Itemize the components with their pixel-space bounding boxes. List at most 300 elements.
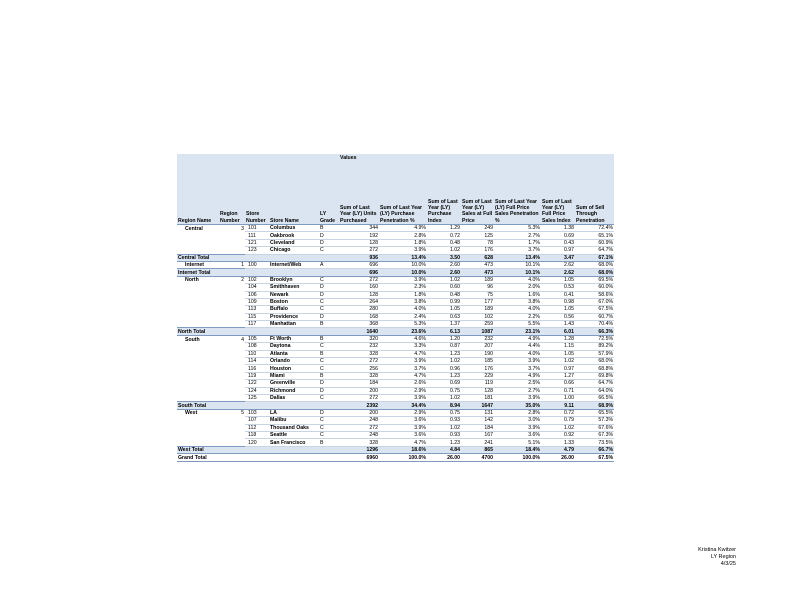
table-row: [177, 439, 614, 446]
region-number-cell: [219, 417, 245, 424]
ly-grade-cell: D: [319, 387, 339, 394]
ly-grade-cell: C: [319, 394, 339, 401]
units-purchased-cell: 128: [339, 239, 379, 246]
full-price-sales-penetration-cell: 3.7%: [494, 365, 541, 372]
region-name-cell: [177, 431, 219, 438]
ly-grade-cell: C: [319, 424, 339, 431]
sales-full-price-cell: 142: [461, 417, 494, 424]
sell-through-cell: 68.0%: [575, 261, 614, 268]
region-name-cell: [177, 439, 219, 446]
store-number-cell: 104: [245, 284, 269, 291]
table-row: [177, 365, 614, 372]
table-row: [177, 424, 614, 431]
region-number-cell: [219, 321, 245, 328]
store-number-cell: 115: [245, 313, 269, 320]
full-price-sales-index-cell: 0.53: [541, 284, 575, 291]
purchase-penetration-cell: 2.6%: [379, 380, 427, 387]
store-name-cell[interactable]: Richmond: [269, 387, 319, 394]
purchase-penetration-cell: 1.8%: [379, 291, 427, 298]
full-price-sales-index-cell: 1.27: [541, 372, 575, 379]
sell-through-cell: 65.1%: [575, 232, 614, 239]
region-name-cell: [177, 291, 219, 298]
units-purchased-cell: 256: [339, 365, 379, 372]
table-row: [177, 284, 614, 291]
purchase-penetration-cell: 3.9%: [379, 394, 427, 401]
store-name-cell[interactable]: Seattle: [269, 431, 319, 438]
sales-full-price-cell: 125: [461, 232, 494, 239]
full-price-sales-index-cell: 0.69: [541, 232, 575, 239]
purchase-penetration-total: 18.6%: [379, 446, 427, 453]
store-name-cell[interactable]: Cleveland: [269, 239, 319, 246]
full-price-sales-penetration-cell: 1.6%: [494, 291, 541, 298]
store-name-cell[interactable]: Boston: [269, 298, 319, 305]
purchase-penetration-cell: 2.9%: [379, 409, 427, 416]
store-number-cell: 122: [245, 380, 269, 387]
region-total-label[interactable]: West Total: [177, 446, 339, 453]
purchase-index-cell: 1.23: [427, 372, 461, 379]
ly-grade-cell: C: [319, 417, 339, 424]
store-name-cell[interactable]: Chicago: [269, 247, 319, 254]
table-row: [177, 394, 614, 401]
full-price-sales-penetration-cell: 1.7%: [494, 239, 541, 246]
sales-full-price-cell: 190: [461, 350, 494, 357]
full-price-sales-penetration-cell: 10.1%: [494, 261, 541, 268]
units-purchased-grand-total: 6960: [339, 454, 379, 462]
sell-through-cell: 69.8%: [575, 372, 614, 379]
ly-grade-cell: C: [319, 365, 339, 372]
units-purchased-cell: 280: [339, 306, 379, 313]
purchase-index-cell: 0.93: [427, 431, 461, 438]
store-name-cell[interactable]: Malibu: [269, 417, 319, 424]
full-price-sales-penetration-cell: 3.0%: [494, 417, 541, 424]
sales-full-price-cell: 241: [461, 439, 494, 446]
full-price-sales-index-cell: 1.05: [541, 276, 575, 283]
sell-through-cell: 68.8%: [575, 365, 614, 372]
units-purchased-cell: 200: [339, 409, 379, 416]
table-row: [177, 343, 614, 350]
sales-full-price-cell: 232: [461, 335, 494, 342]
col-store-name[interactable]: Store Name: [269, 164, 319, 225]
full-price-sales-index-cell: 0.43: [541, 239, 575, 246]
purchase-index-cell: 1.29: [427, 225, 461, 232]
ly-grade-cell: C: [319, 343, 339, 350]
sales-full-price-cell: 229: [461, 372, 494, 379]
col-ly-grade[interactable]: LY Grade: [319, 164, 339, 225]
table-row: [177, 380, 614, 387]
full-price-sales-penetration-cell: 2.8%: [494, 409, 541, 416]
ly-grade-cell: B: [319, 439, 339, 446]
purchase-penetration-total: 10.0%: [379, 269, 427, 276]
col-purchase-penetration[interactable]: Sum of Last Year (LY) Purchase Penetration %: [379, 164, 427, 225]
sales-full-price-cell: 184: [461, 424, 494, 431]
sell-through-cell: 57.3%: [575, 417, 614, 424]
region-total-row: [177, 402, 614, 409]
store-name-cell[interactable]: Smithhaven: [269, 284, 319, 291]
full-price-sales-penetration-cell: 4.0%: [494, 350, 541, 357]
full-price-sales-penetration-cell: 3.9%: [494, 394, 541, 401]
table-row: [177, 431, 614, 438]
sell-through-cell: 64.7%: [575, 380, 614, 387]
ly-grade-cell: C: [319, 358, 339, 365]
purchase-penetration-cell: 4.7%: [379, 439, 427, 446]
region-number-cell: 3: [241, 225, 244, 232]
units-purchased-cell: 264: [339, 298, 379, 305]
purchase-index-cell: 1.23: [427, 350, 461, 357]
full-price-sales-penetration-cell: 5.1%: [494, 439, 541, 446]
full-price-sales-penetration-cell: 5.5%: [494, 321, 541, 328]
purchase-index-total: 4.84: [427, 446, 461, 453]
units-purchased-cell: 168: [339, 313, 379, 320]
units-purchased-total: 1640: [339, 328, 379, 335]
purchase-penetration-cell: 3.3%: [379, 343, 427, 350]
store-number-cell: 123: [245, 247, 269, 254]
region-number-cell: [219, 380, 245, 387]
sell-through-total: 68.0%: [575, 269, 614, 276]
purchase-index-cell: 0.63: [427, 313, 461, 320]
purchase-index-cell: 0.87: [427, 343, 461, 350]
region-name-cell: [177, 306, 219, 313]
store-number-cell: 118: [245, 431, 269, 438]
sales-full-price-cell: 189: [461, 306, 494, 313]
units-purchased-total: 1296: [339, 446, 379, 453]
purchase-index-grand-total: 26.00: [427, 454, 461, 462]
region-name-cell[interactable]: Internet: [185, 262, 205, 269]
store-name-cell[interactable]: Thousand Oaks: [269, 424, 319, 431]
full-price-sales-index-cell: 1.00: [541, 394, 575, 401]
store-number-cell: 106: [245, 291, 269, 298]
grand-total-label[interactable]: Grand Total: [177, 454, 339, 462]
full-price-sales-index-cell: 1.02: [541, 358, 575, 365]
table-row: [177, 232, 614, 239]
sell-through-total: 68.9%: [575, 402, 614, 409]
purchase-index-cell: 0.72: [427, 232, 461, 239]
full-price-sales-index-total: 6.01: [541, 328, 575, 335]
sales-full-price-cell: 131: [461, 409, 494, 416]
purchase-penetration-cell: 5.3%: [379, 321, 427, 328]
table-row: [177, 239, 614, 246]
region-number-cell: [219, 247, 245, 254]
region-name-cell: [177, 417, 219, 424]
full-price-sales-penetration-cell: 4.9%: [494, 372, 541, 379]
full-price-sales-penetration-cell: 4.4%: [494, 343, 541, 350]
units-purchased-cell: 272: [339, 358, 379, 365]
purchase-index-cell: 1.37: [427, 321, 461, 328]
store-number-cell: 120: [245, 439, 269, 446]
ly-grade-cell: D: [319, 380, 339, 387]
store-name-cell[interactable]: Newark: [269, 291, 319, 298]
footer-author: Kristina Kwitzer: [698, 547, 736, 553]
table-row: [177, 261, 614, 268]
full-price-sales-penetration-total: 10.1%: [494, 269, 541, 276]
region-name-cell: [177, 424, 219, 431]
sell-through-cell: 70.4%: [575, 321, 614, 328]
store-number-cell: 101: [245, 225, 269, 232]
ly-grade-cell: D: [319, 291, 339, 298]
values-label[interactable]: Values: [339, 154, 614, 164]
table-row: [177, 358, 614, 365]
region-total-row: [177, 269, 614, 276]
store-name-cell[interactable]: Ft Worth: [269, 335, 319, 342]
col-purchase-index[interactable]: Sum of Last Year (LY) Purchase Index: [427, 164, 461, 225]
full-price-sales-penetration-cell: 2.7%: [494, 232, 541, 239]
region-number-cell: 4: [241, 336, 244, 343]
full-price-sales-penetration-grand-total: 100.0%: [494, 454, 541, 462]
sell-through-cell: 89.2%: [575, 343, 614, 350]
region-number-cell: [219, 343, 245, 350]
sales-full-price-cell: 185: [461, 358, 494, 365]
store-name-cell[interactable]: Atlanta: [269, 350, 319, 357]
purchase-penetration-total: 13.4%: [379, 254, 427, 261]
table-row: [177, 313, 614, 320]
purchase-penetration-cell: 1.8%: [379, 239, 427, 246]
sales-full-price-total: 628: [461, 254, 494, 261]
purchase-penetration-cell: 3.8%: [379, 298, 427, 305]
full-price-sales-index-cell: 0.56: [541, 313, 575, 320]
table-row: [177, 298, 614, 305]
units-purchased-cell: 160: [339, 284, 379, 291]
sell-through-grand-total: 67.5%: [575, 454, 614, 462]
units-purchased-cell: 272: [339, 424, 379, 431]
full-price-sales-index-total: 4.79: [541, 446, 575, 453]
full-price-sales-penetration-total: 18.4%: [494, 446, 541, 453]
full-price-sales-penetration-total: 23.1%: [494, 328, 541, 335]
purchase-penetration-cell: 4.7%: [379, 350, 427, 357]
purchase-index-cell: 1.02: [427, 247, 461, 254]
region-number-cell: [219, 232, 245, 239]
units-purchased-cell: 328: [339, 350, 379, 357]
purchase-index-cell: 1.02: [427, 424, 461, 431]
full-price-sales-index-cell: 1.05: [541, 350, 575, 357]
region-number-cell: [219, 350, 245, 357]
full-price-sales-index-cell: 1.38: [541, 225, 575, 232]
ly-grade-cell: C: [319, 306, 339, 313]
region-number-cell: [219, 439, 245, 446]
full-price-sales-penetration-total: 13.4%: [494, 254, 541, 261]
sell-through-cell: 58.6%: [575, 291, 614, 298]
sales-full-price-total: 1647: [461, 402, 494, 409]
purchase-penetration-cell: 10.0%: [379, 261, 427, 268]
full-price-sales-penetration-cell: 4.0%: [494, 276, 541, 283]
col-sales-full-price[interactable]: Sum of Last Year (LY) Sales at Full Price: [461, 164, 494, 225]
store-name-cell[interactable]: Brooklyn: [269, 276, 319, 283]
purchase-penetration-cell: 3.9%: [379, 247, 427, 254]
store-number-cell: 124: [245, 387, 269, 394]
purchase-penetration-total: 23.6%: [379, 328, 427, 335]
purchase-penetration-cell: 3.6%: [379, 431, 427, 438]
store-name-cell[interactable]: Manhattan: [269, 321, 319, 328]
sales-full-price-cell: 249: [461, 225, 494, 232]
region-number-cell: [219, 291, 245, 298]
full-price-sales-penetration-cell: 4.0%: [494, 306, 541, 313]
units-purchased-cell: 368: [339, 321, 379, 328]
full-price-sales-index-cell: 0.71: [541, 387, 575, 394]
store-number-cell: 105: [245, 335, 269, 342]
store-number-cell: 110: [245, 350, 269, 357]
region-name-cell: [177, 298, 219, 305]
region-number-cell: [219, 424, 245, 431]
purchase-index-cell: 0.60: [427, 284, 461, 291]
sell-through-cell: 60.0%: [575, 284, 614, 291]
region-total-row: [177, 446, 614, 453]
region-total-label[interactable]: Central Total: [177, 254, 339, 261]
units-purchased-cell: 328: [339, 372, 379, 379]
store-name-cell[interactable]: LA: [269, 409, 319, 416]
purchase-index-cell: 0.75: [427, 409, 461, 416]
purchase-index-total: 3.50: [427, 254, 461, 261]
purchase-penetration-cell: 3.9%: [379, 276, 427, 283]
region-name-cell[interactable]: Central: [185, 225, 203, 232]
region-name-cell: [177, 394, 219, 401]
store-name-cell[interactable]: Internet/Web: [269, 261, 319, 268]
full-price-sales-index-cell: 0.72: [541, 409, 575, 416]
full-price-sales-penetration-cell: 3.6%: [494, 431, 541, 438]
store-name-cell[interactable]: Dallas: [269, 394, 319, 401]
full-price-sales-index-cell: 0.92: [541, 431, 575, 438]
sell-through-cell: 73.5%: [575, 439, 614, 446]
purchase-penetration-cell: 2.8%: [379, 232, 427, 239]
col-sell-through[interactable]: Sum of Sell Through Penetration: [575, 164, 614, 225]
store-name-cell[interactable]: San Francisco: [269, 439, 319, 446]
table-row: [177, 225, 614, 232]
pivot-body: [177, 225, 614, 462]
sell-through-cell: 68.0%: [575, 358, 614, 365]
units-purchased-cell: 192: [339, 232, 379, 239]
sales-full-price-cell: 473: [461, 261, 494, 268]
full-price-sales-index-cell: 1.15: [541, 343, 575, 350]
units-purchased-cell: 320: [339, 335, 379, 342]
units-purchased-total: 2392: [339, 402, 379, 409]
region-number-cell: [219, 239, 245, 246]
purchase-index-cell: 0.75: [427, 387, 461, 394]
sales-full-price-cell: 177: [461, 298, 494, 305]
sell-through-cell: 69.5%: [575, 276, 614, 283]
units-purchased-cell: 272: [339, 247, 379, 254]
store-name-cell[interactable]: Orlando: [269, 358, 319, 365]
purchase-penetration-cell: 4.6%: [379, 335, 427, 342]
store-name-cell[interactable]: Greenville: [269, 380, 319, 387]
table-row: [177, 372, 614, 379]
purchase-penetration-cell: 3.6%: [379, 417, 427, 424]
ly-grade-cell: B: [319, 350, 339, 357]
store-name-cell[interactable]: Oakbrook: [269, 232, 319, 239]
sell-through-cell: 72.5%: [575, 335, 614, 342]
store-number-cell: 119: [245, 372, 269, 379]
sell-through-cell: 64.7%: [575, 247, 614, 254]
footer-report-name: LY Region: [710, 554, 736, 560]
region-name-cell[interactable]: South: [185, 336, 200, 343]
purchase-penetration-cell: 3.7%: [379, 365, 427, 372]
purchase-index-cell: 1.05: [427, 306, 461, 313]
purchase-index-cell: 0.99: [427, 298, 461, 305]
region-name-cell: [177, 321, 219, 328]
sell-through-cell: 72.4%: [575, 225, 614, 232]
ly-grade-cell: C: [319, 247, 339, 254]
col-full-price-sales-index[interactable]: Sum of Last Year (LY) Full Price Sales Index: [541, 164, 575, 225]
region-number-cell: [219, 372, 245, 379]
sales-full-price-total: 1087: [461, 328, 494, 335]
sell-through-cell: 64.0%: [575, 387, 614, 394]
sell-through-cell: 60.7%: [575, 313, 614, 320]
table-row: [177, 335, 614, 342]
sales-full-price-cell: 78: [461, 239, 494, 246]
full-price-sales-index-grand-total: 26.00: [541, 454, 575, 462]
store-name-cell[interactable]: Providence: [269, 313, 319, 320]
full-price-sales-penetration-total: 35.0%: [494, 402, 541, 409]
ly-grade-cell: B: [319, 372, 339, 379]
table-row: [177, 247, 614, 254]
ly-grade-cell: C: [319, 298, 339, 305]
store-number-cell: 111: [245, 232, 269, 239]
region-name-cell[interactable]: West: [185, 410, 198, 417]
values-header-row: [177, 154, 614, 164]
page-footer: [698, 547, 736, 568]
region-total-label[interactable]: North Total: [177, 328, 339, 335]
ly-grade-cell: D: [319, 232, 339, 239]
full-price-sales-index-total: 2.62: [541, 269, 575, 276]
table-row: [177, 291, 614, 298]
purchase-index-total: 8.94: [427, 402, 461, 409]
sales-full-price-cell: 259: [461, 321, 494, 328]
pivot-table: [177, 154, 614, 462]
region-name-cell: [177, 247, 219, 254]
store-number-cell: 100: [245, 261, 269, 268]
units-purchased-cell: 128: [339, 291, 379, 298]
purchase-index-cell: 1.23: [427, 439, 461, 446]
region-name-cell: [177, 343, 219, 350]
region-name-cell: [177, 284, 219, 291]
store-name-cell[interactable]: Buffalo: [269, 306, 319, 313]
sales-full-price-cell: 128: [461, 387, 494, 394]
full-price-sales-index-cell: 0.66: [541, 380, 575, 387]
col-full-price-sales-penetration[interactable]: Sum of Last Year (LY) Full Price Sales Penetration %: [494, 164, 541, 225]
store-name-cell[interactable]: Houston: [269, 365, 319, 372]
purchase-index-cell: 1.02: [427, 358, 461, 365]
purchase-penetration-cell: 4.9%: [379, 225, 427, 232]
col-region-name[interactable]: Region Name: [177, 164, 219, 225]
region-name-cell: [177, 239, 219, 246]
full-price-sales-index-cell: 2.62: [541, 261, 575, 268]
col-units-purchased[interactable]: Sum of Last Year (LY) Units Purchased: [339, 164, 379, 225]
ly-grade-cell: C: [319, 431, 339, 438]
sell-through-cell: 66.5%: [575, 394, 614, 401]
col-region-number[interactable]: Region Number: [219, 164, 245, 225]
ly-grade-cell: D: [319, 313, 339, 320]
store-name-cell[interactable]: Miami: [269, 372, 319, 379]
purchase-penetration-cell: 3.9%: [379, 424, 427, 431]
store-number-cell: 125: [245, 394, 269, 401]
purchase-index-cell: 0.69: [427, 380, 461, 387]
units-purchased-cell: 248: [339, 417, 379, 424]
full-price-sales-penetration-cell: 3.9%: [494, 358, 541, 365]
full-price-sales-penetration-cell: 4.9%: [494, 335, 541, 342]
region-number-cell: [219, 358, 245, 365]
units-purchased-cell: 184: [339, 380, 379, 387]
sales-full-price-cell: 176: [461, 247, 494, 254]
sales-full-price-cell: 102: [461, 313, 494, 320]
region-number-cell: [219, 284, 245, 291]
col-store-number[interactable]: Store Number: [245, 164, 269, 225]
sell-through-cell: 60.9%: [575, 239, 614, 246]
store-name-cell[interactable]: Columbus: [269, 225, 319, 232]
region-total-label[interactable]: South Total: [177, 402, 339, 409]
region-name-cell[interactable]: North: [185, 277, 199, 284]
region-total-label[interactable]: Internet Total: [177, 269, 339, 276]
store-name-cell[interactable]: Daytona: [269, 343, 319, 350]
full-price-sales-index-cell: 0.79: [541, 417, 575, 424]
sell-through-total: 66.7%: [575, 446, 614, 453]
units-purchased-cell: 272: [339, 276, 379, 283]
full-price-sales-penetration-cell: 2.0%: [494, 284, 541, 291]
